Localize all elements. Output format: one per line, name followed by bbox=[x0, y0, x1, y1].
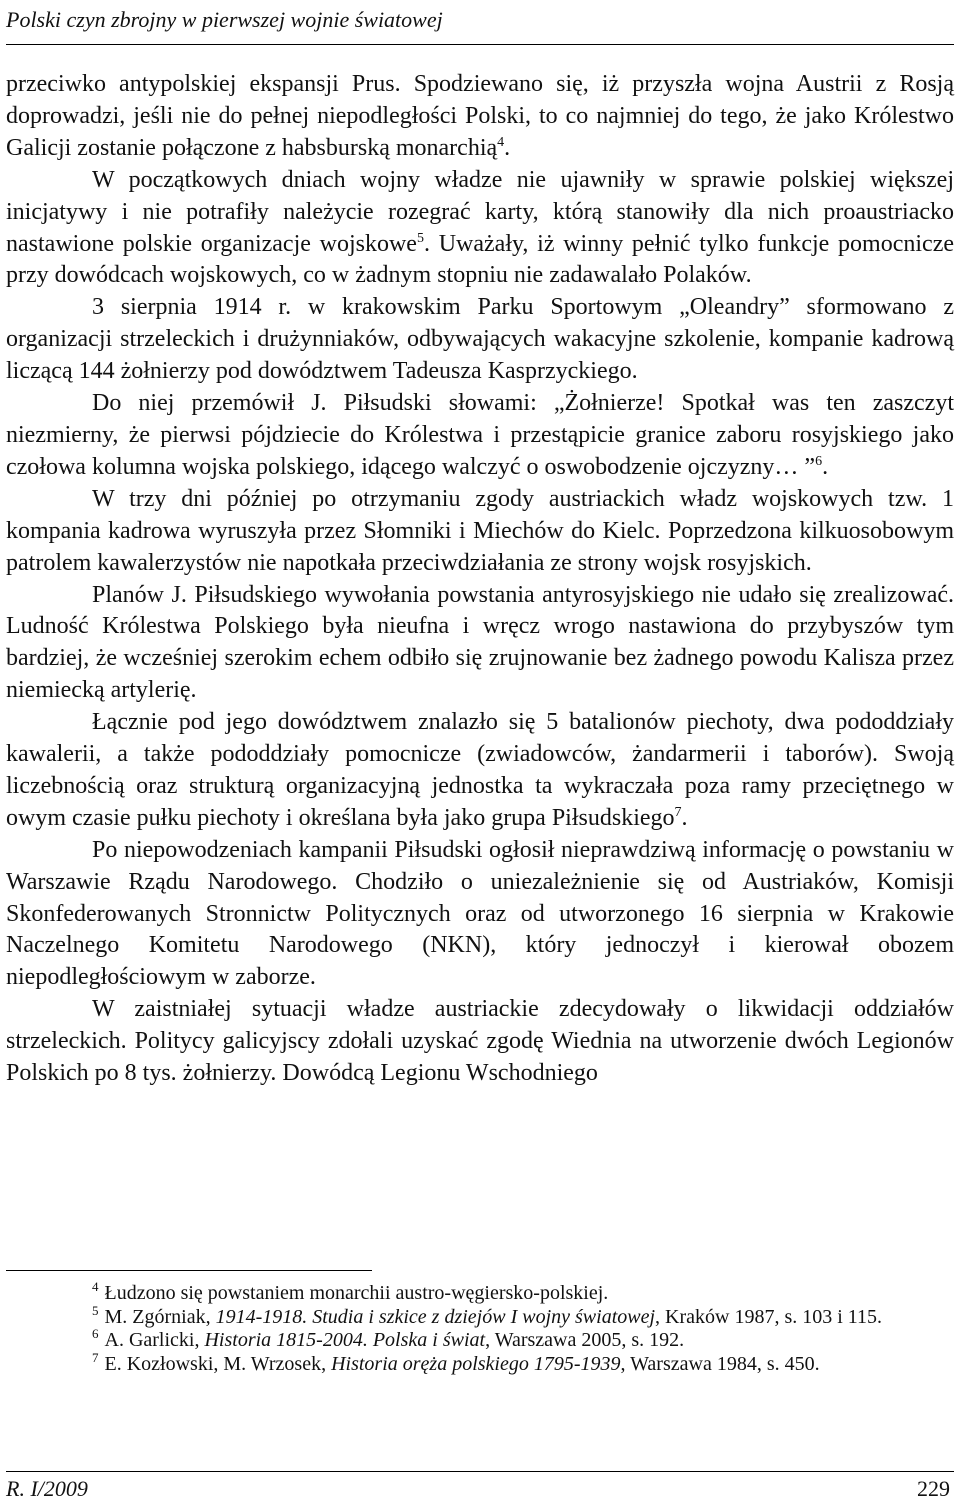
paragraph-8: Po niepowodzeniach kampanii Piłsudski ogłosił nieprawdziwą informację o powstaniu w Warszawie Rządu Narodowego. Chodziło o uniezależnienie się od Austriaków, Komisji Skonfederowanych Stronnictw Politycznych oraz od utworzonego 16 sierpnia w Krakowie Naczelnego Komitetu Narodowego (NKN), który jednoczył i kierował obozem niepodległościowym w zaborze. bbox=[6, 836, 954, 991]
footnote-4-number: 4 bbox=[92, 1279, 99, 1295]
footnote-7-title: Historia oręża polskiego 1795-1939 bbox=[331, 1352, 621, 1375]
footnote-6-publication: , Warszawa 2005, s. 192. bbox=[485, 1329, 685, 1351]
footnote-ref-5[interactable]: 5 bbox=[416, 230, 424, 246]
footnote-6-title: Historia 1815-2004. Polska i świat bbox=[204, 1329, 486, 1351]
footnote-5-publication: , Kraków 1987, s. 103 i 115. bbox=[655, 1305, 883, 1328]
footnote-4 bbox=[6, 1279, 954, 1306]
paragraph-7-end: . bbox=[681, 804, 688, 831]
page-number: 229 bbox=[917, 1476, 950, 1501]
footnote-4-text: Łudzono się powstaniem monarchii austro-węgiersko-polskiej. bbox=[104, 1282, 609, 1304]
page-footer bbox=[6, 1471, 954, 1504]
paragraph-9: W zaistniałej sytuacji władze austriackie zdecydowały o likwidacji oddziałów strzeleckich. Politycy galicyjscy zdołali uzyskać zgodę Wiednia na utworzenie dwóch Legionów Polskich po 8 tys. żołnierzy. Dowódcą Legionu Wschodniego bbox=[6, 996, 954, 1087]
footnote-ref-7[interactable]: 7 bbox=[674, 804, 682, 820]
paragraph-1 bbox=[6, 69, 954, 165]
footnote-7 bbox=[6, 1349, 954, 1377]
paragraph-7-text: Łącznie pod jego dowództwem znalazło się 5 batalionów piechoty, dwa pododdziały kawalerii, a także pododdziały pomocnicze (zwiadowców, żandarmerii i taborów). Swoją liczebnością oraz strukturą organizacyjną jednostka ta wykraczała poza ramy przeciętnego w owym czasie pułku piechoty i określana była jako grupa Piłsudskiego bbox=[6, 709, 954, 831]
paragraph-5: W trzy dni później po otrzymaniu zgody austriackich władz wojskowych tzw. 1 kompania kadrowa wyruszyła przez Słomniki i Miechów do Kielc. Poprzedzona kilkuosobowym patrolem kawalerzystów nie napotkała przeciwdziałania ze strony wojsk rosyjskich. bbox=[6, 485, 954, 576]
paragraph-2-end: . Uważały, iż winny pełnić tylko funkcje pomocnicze przy dowódcach wojskowych, co w żadnym stopniu nie zadawalało Polaków. bbox=[6, 230, 955, 289]
footnote-5-author: M. Zgórniak, bbox=[104, 1305, 216, 1328]
paragraph-2 bbox=[6, 165, 954, 293]
footnote-7-publication: , Warszawa 1984, s. 450. bbox=[620, 1352, 820, 1375]
footnote-ref-6[interactable]: 6 bbox=[815, 453, 823, 469]
issue-label: R. I/2009 bbox=[6, 1476, 88, 1501]
footnote-7-number: 7 bbox=[92, 1349, 99, 1365]
paragraph-4 bbox=[6, 388, 954, 484]
paragraph-4-end: . bbox=[822, 453, 829, 480]
footnote-5 bbox=[6, 1302, 954, 1330]
paragraph-4-text: Do niej przemówił J. Piłsudski słowami: „Żołnierze! Spotkał was ten zaszczyt niezmierny, że pierwsi pójdziecie do Królestwa i przestąpicie granice zaboru rosyjskiego jako czołowa kolumna wojska polskiego, idącego walczyć o oswobodzenie ojczyzny… ” bbox=[6, 390, 954, 480]
footnote-7-author: E. Kozłowski, M. Wrzosek, bbox=[104, 1352, 332, 1375]
paragraph-2-text: W początkowych dniach wojny władze nie ujawniły w sprawie polskiej większej inicjatywy i nie potrafiły należycie rozegrać karty, którą stanowiły dla nich proaustriacko nastawione polskie organizacje wojskowe bbox=[6, 166, 954, 257]
footnotes bbox=[6, 1279, 954, 1376]
footnote-5-title: 1914-1918. Studia i szkice z dziejów I wojny światowej bbox=[215, 1305, 656, 1328]
body-text bbox=[6, 69, 954, 1090]
paragraph-1-text: przeciwko antypolskiej ekspansji Prus. Spodziewano się, iż przyszła wojna Austrii z Rosją doprowadzi, jeśli nie do pełnej niepodległości Polski, to co najmniej do tego, że jako Królestwo Galicji zostanie połączone z habsburską monarchią bbox=[6, 71, 954, 161]
footnote-ref-4[interactable]: 4 bbox=[497, 134, 505, 150]
footnote-6-number: 6 bbox=[92, 1326, 99, 1342]
running-header-title: Polski czyn zbrojny w pierwszej wojnie światowej bbox=[6, 7, 443, 32]
footnote-6-author: A. Garlicki, bbox=[104, 1329, 205, 1351]
footnote-6 bbox=[6, 1326, 954, 1353]
paragraph-3: 3 sierpnia 1914 r. w krakowskim Parku Sportowym „Oleandry” sformowano z organizacji strzeleckich i drużynniaków, odbywających wakacyjne szkolenie, kompanie kadrową liczącą 144 żołnierzy pod dowództwem Tadeusza Kasprzyckiego. bbox=[6, 294, 954, 385]
running-header bbox=[6, 6, 954, 45]
paragraph-7 bbox=[6, 707, 954, 835]
paragraph-1-end: . bbox=[504, 134, 511, 161]
paragraph-6: Planów J. Piłsudskiego wywołania powstania antyrosyjskiego nie udało się zrealizować. Ludność Królestwa Polskiego była nieufna i wręcz wrogo nastawiona do przybyszów tym bardziej, że wcześniej szerokim echem odbiło się zrujnowanie bez żadnego powodu Kalisza przez niemiecką artylerię. bbox=[6, 581, 954, 704]
footnote-5-number: 5 bbox=[92, 1302, 99, 1318]
footnote-divider bbox=[6, 1270, 372, 1271]
